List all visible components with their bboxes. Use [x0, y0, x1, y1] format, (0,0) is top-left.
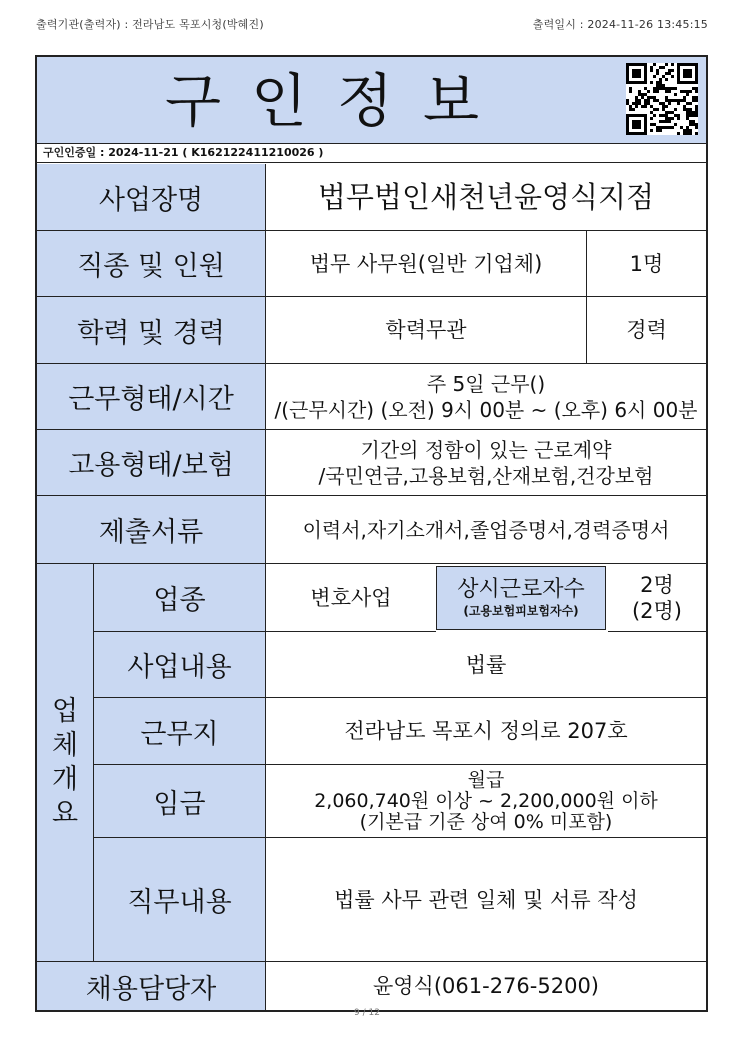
document-title: 구인정보 — [164, 67, 510, 135]
documents-value: 이력서,자기소개서,졸업증명서,경력증명서 — [266, 496, 706, 564]
worktype-hours: /(근무시간) (오전) 9시 00분 ~ (오후) 6시 00분 — [274, 397, 698, 422]
company-overview-label: 업 체 개 요 — [37, 564, 94, 962]
job-value: 법무 사무원(일반 기업체) — [266, 231, 587, 297]
title-banner — [37, 57, 706, 144]
contract-type: 기간의 정함이 있는 근로계약 — [360, 437, 612, 462]
worktype-value — [266, 364, 706, 430]
workers-insured-count: (2명) — [631, 598, 683, 623]
page-number: 9 / 12 — [354, 1008, 380, 1018]
location-value: 전라남도 목포시 정의로 207호 — [266, 698, 706, 765]
workers-value — [608, 564, 706, 632]
wage-range: 2,060,740원 이상 ~ 2,200,000원 이하 — [314, 789, 658, 812]
workers-label-sub: (고용보험피보험자수) — [463, 604, 579, 618]
certification-date: 구인인증일 : 2024-11-21 ( K162122411210026 ) — [37, 143, 706, 163]
workers-label-main: 상시근로자수 — [457, 577, 585, 602]
wage-label: 임금 — [94, 765, 266, 838]
issuer-info: 출력기관(출력자) : 전라남도 목포시청(박혜진) — [36, 18, 264, 31]
education-value: 학력무관 — [266, 297, 587, 364]
business-label: 사업내용 — [94, 632, 266, 698]
business-value: 법률 — [266, 632, 706, 698]
job-info-document — [35, 55, 708, 1012]
job-label: 직종 및 인원 — [37, 231, 266, 297]
worktype-label: 근무형태/시간 — [37, 364, 266, 430]
workers-label — [436, 566, 606, 630]
company-name-value: 법무법인새천년윤영식지점 — [266, 164, 706, 231]
location-label: 근무지 — [94, 698, 266, 765]
duty-value: 법률 사무 관련 일체 및 서류 작성 — [266, 838, 706, 962]
industry-label: 업종 — [94, 564, 266, 632]
employment-value — [266, 430, 706, 496]
documents-label: 제출서류 — [37, 496, 266, 564]
worktype-days: 주 5일 근무() — [426, 371, 546, 396]
insurance-list: /국민연금,고용보험,산재보험,건강보험 — [318, 463, 654, 488]
output-datetime: 출력일시 : 2024-11-26 13:45:15 — [532, 18, 708, 31]
wage-note: (기본급 기준 상여 0% 미포함) — [359, 810, 613, 833]
wage-value — [266, 765, 706, 838]
headcount-value: 1명 — [587, 231, 706, 297]
employment-label: 고용형태/보험 — [37, 430, 266, 496]
contact-value: 윤영식(061-276-5200) — [266, 962, 706, 1010]
workers-count: 2명 — [640, 572, 674, 597]
contact-label: 채용담당자 — [37, 962, 266, 1010]
duty-label: 직무내용 — [94, 838, 266, 962]
industry-value: 변호사업 — [266, 564, 436, 632]
qr-code-icon — [626, 63, 698, 135]
education-label: 학력 및 경력 — [37, 297, 266, 364]
career-value: 경력 — [587, 297, 706, 364]
wage-type: 월급 — [467, 768, 505, 791]
company-name-label: 사업장명 — [37, 164, 266, 231]
